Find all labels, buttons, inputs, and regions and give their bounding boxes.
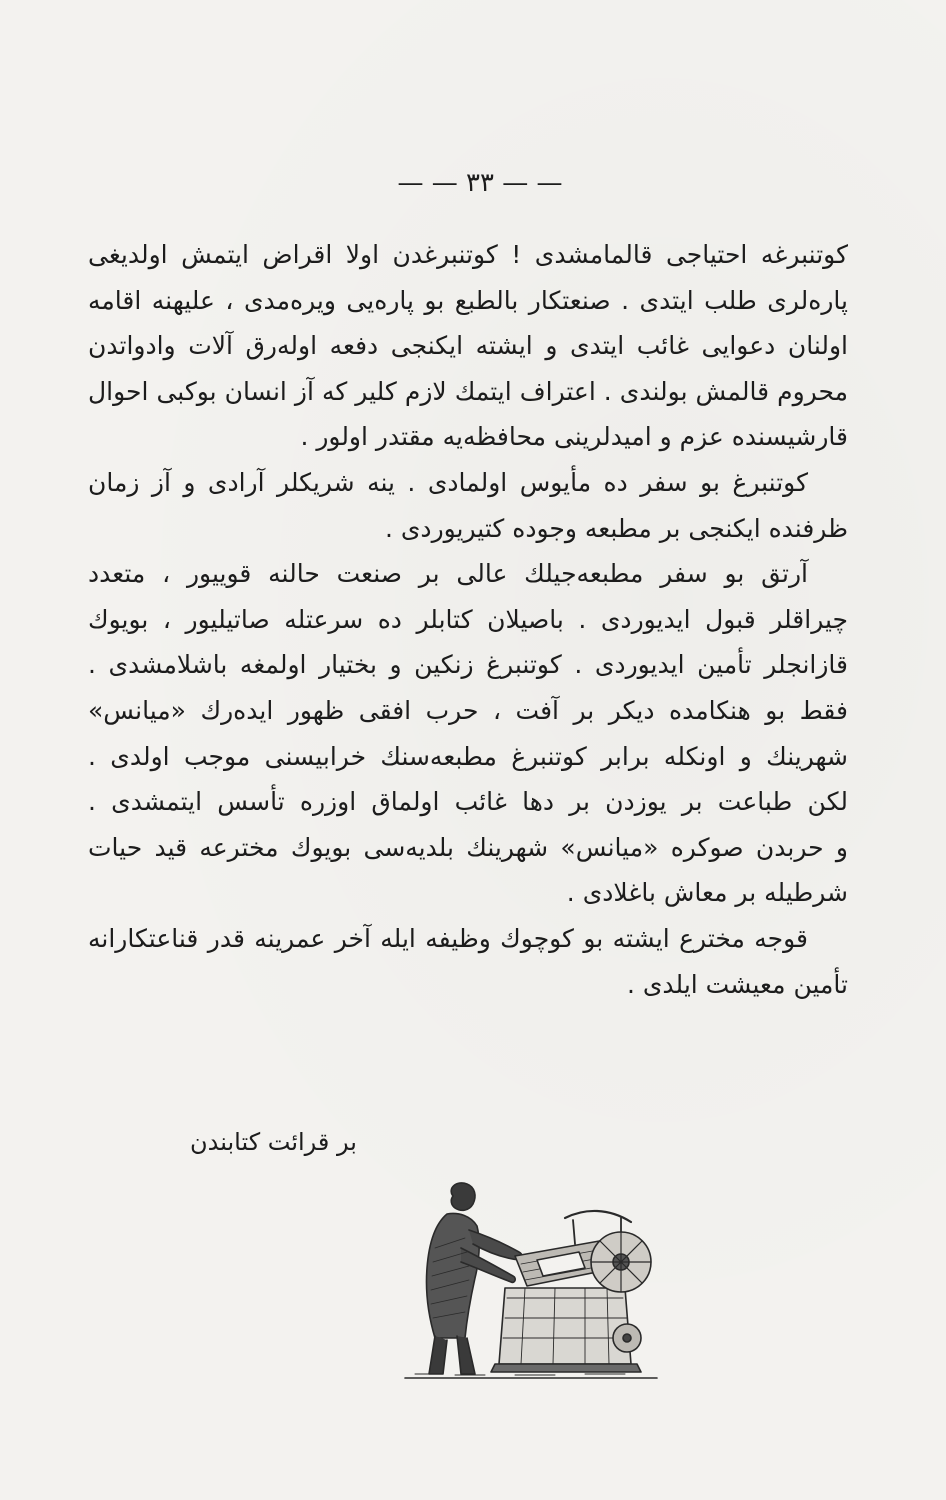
text-line: قارشيسنده عزم و اميدلرينى محافظه‌يه مقتدر اولور . [300,422,848,452]
text-line: لكن طباعت بر يوزدن بر دها غائب اولماق اوزره تأسس ايتمشدى . [88,787,848,817]
text-line: شرطيله بر معاش باغلادى . [566,878,848,908]
text-line: ظرفنده ايكنجى بر مطبعه وجوده كتيريوردى . [384,513,848,543]
body-text [88,232,848,1007]
text-line: كوتنبرغ بو سفر ده مأيوس اولمادى . ينه شريكلر آرادى و آز زمان [88,467,808,497]
text-line: محروم قالمش بولندى . اعتراف ايتمك لازم كلير كه آز انسان بوكبى احوال [88,376,848,406]
page-number: — — ٣٣ — — [397,168,563,198]
printing-press-illustration-icon [395,1178,665,1386]
text-line: اولنان دعوايى غائب ايتدى و ايشته ايكنجى دفعه اوله‌رق آلات وادواتدن [88,331,848,361]
text-line: فقط بو هنكامده ديكر بر آفت ، حرب افقى ظهور ايده‌رك «ميانس» [88,695,848,725]
text-line: قوجه مخترع ايشته بو كوچوك وظيفه ايله آخر عمرينه قدر قناعتكارانه [88,923,808,953]
text-line: پاره‌لرى طلب ايتدى . صنعتكار بالطبع بو پاره‌يى ويره‌مدى ، عليهنه اقامه [88,285,848,315]
text-line: شهرينك و اونكله برابر كوتنبرغ مطبعه‌سنك خرابيسنى موجب اولدى . [88,741,848,771]
source-attribution: بر قرائت كتابندن [190,1128,357,1156]
text-line: چيراقلر قبول ايديوردى . باصيلان كتابلر ده سرعتله صاتيليور ، بويوك [88,604,848,634]
text-line: قازانجلر تأمين ايديوردى . كوتنبرغ زنكين و بختيار اولمغه باشلامشدى . [88,650,848,680]
text-line: تأمين معيشت ايلدى . [626,969,848,999]
text-line: و حربدن صوكره «ميانس» شهرينك بلديه‌سى بويوك مخترعه قيد حيات [88,832,848,862]
text-line: كوتنبرغه احتياجى قالمامشدى ! كوتنبرغدن اولا اقراض ايتمش اولديغى [88,240,848,269]
text-line: آرتق بو سفر مطبعه‌جيلك عالى بر صنعت حالنه قوييور ، متعدد [88,559,808,589]
